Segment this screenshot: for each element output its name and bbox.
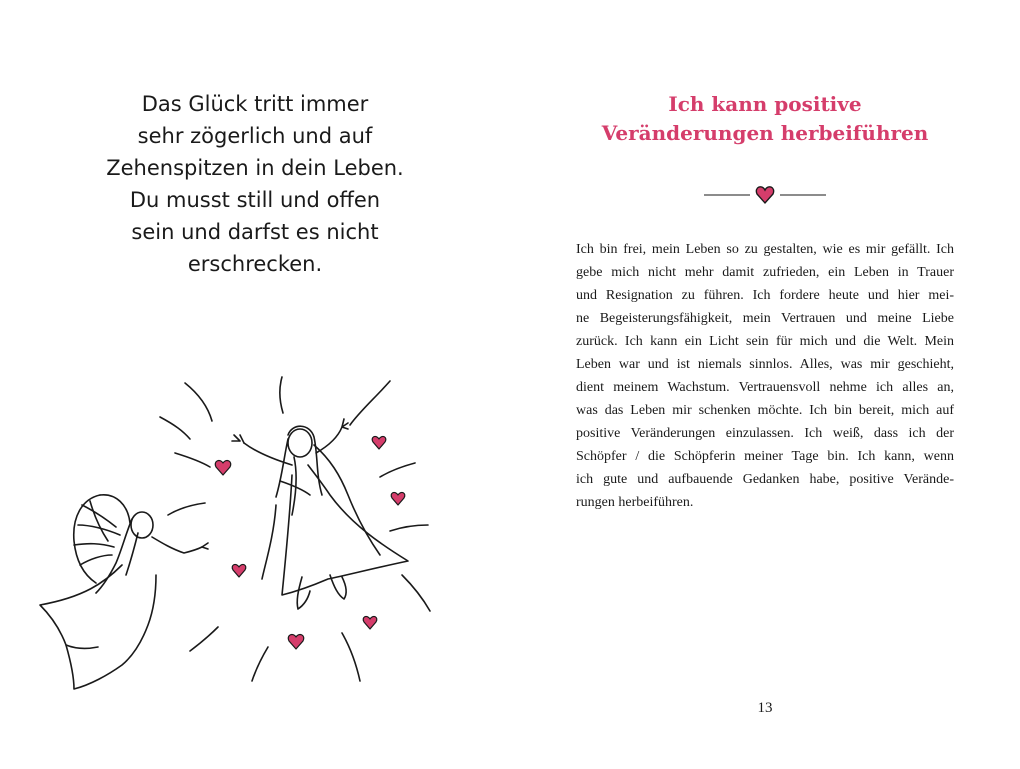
heart-icon xyxy=(215,460,230,475)
text-line: positive Veränderungen einzulassen. Ich weiß, dass ich der xyxy=(576,426,954,441)
text-line: Schöpfer / die Schöpferin meiner Tage bin. Ich kann, wenn xyxy=(576,449,954,464)
text-line: was das Leben mir schenken möchte. Ich bin bereit, mich auf xyxy=(576,403,954,418)
title-line: Veränderungen herbeiführen xyxy=(601,121,929,145)
title-line: Ich kann positive xyxy=(668,92,862,116)
quote xyxy=(60,88,450,280)
text-line: ne Begeisterungsfähigkeit, mein Vertrauen und meine Liebe xyxy=(576,311,954,326)
text-line: zurück. Ich kann ein Licht sein für mich und die Welt. Mein xyxy=(576,334,954,349)
quote-line: sein und darfst es nicht xyxy=(131,220,379,244)
quote-line: sehr zögerlich und auf xyxy=(137,124,373,148)
heart-icon xyxy=(391,492,405,505)
quote-line: Du musst still und offen xyxy=(129,188,381,212)
quote-line: Das Glück tritt immer xyxy=(141,92,369,116)
body-text xyxy=(576,238,954,514)
page-title xyxy=(570,90,960,148)
heart-icon xyxy=(756,187,773,203)
right-page xyxy=(510,0,1020,769)
heart-icon xyxy=(372,436,386,449)
heart-icon xyxy=(288,634,303,649)
text-line: gebe mich nicht mehr damit zufrieden, ein Leben in Trauer xyxy=(576,265,954,280)
angels-illustration xyxy=(30,365,480,705)
heart-icon xyxy=(363,616,377,629)
heart-divider xyxy=(700,182,830,206)
text-line: und Resignation zu führen. Ich fordere heute und hier mei- xyxy=(576,288,954,303)
heart-icon xyxy=(232,564,246,577)
quote-line: erschrecken. xyxy=(187,252,323,276)
floating-woman-figure xyxy=(232,419,408,609)
text-line: Ich bin frei, mein Leben so zu gestalten, wie es mir gefällt. Ich xyxy=(576,242,954,257)
page-number: 13 xyxy=(757,700,773,716)
quote-line: Zehenspitzen in dein Leben. xyxy=(106,156,404,180)
winged-angel-figure xyxy=(40,495,208,689)
text-line: Leben war und ist niemals sinnlos. Alles, was mir geschieht, xyxy=(576,357,954,372)
text-line: ich gute und aufbauende Gedanken habe, positive Verände- xyxy=(576,472,954,487)
text-line: rungen herbeiführen. xyxy=(576,495,694,510)
text-line: dient meinem Wachstum. Vertrauensvoll nehme ich alles an, xyxy=(576,380,954,395)
